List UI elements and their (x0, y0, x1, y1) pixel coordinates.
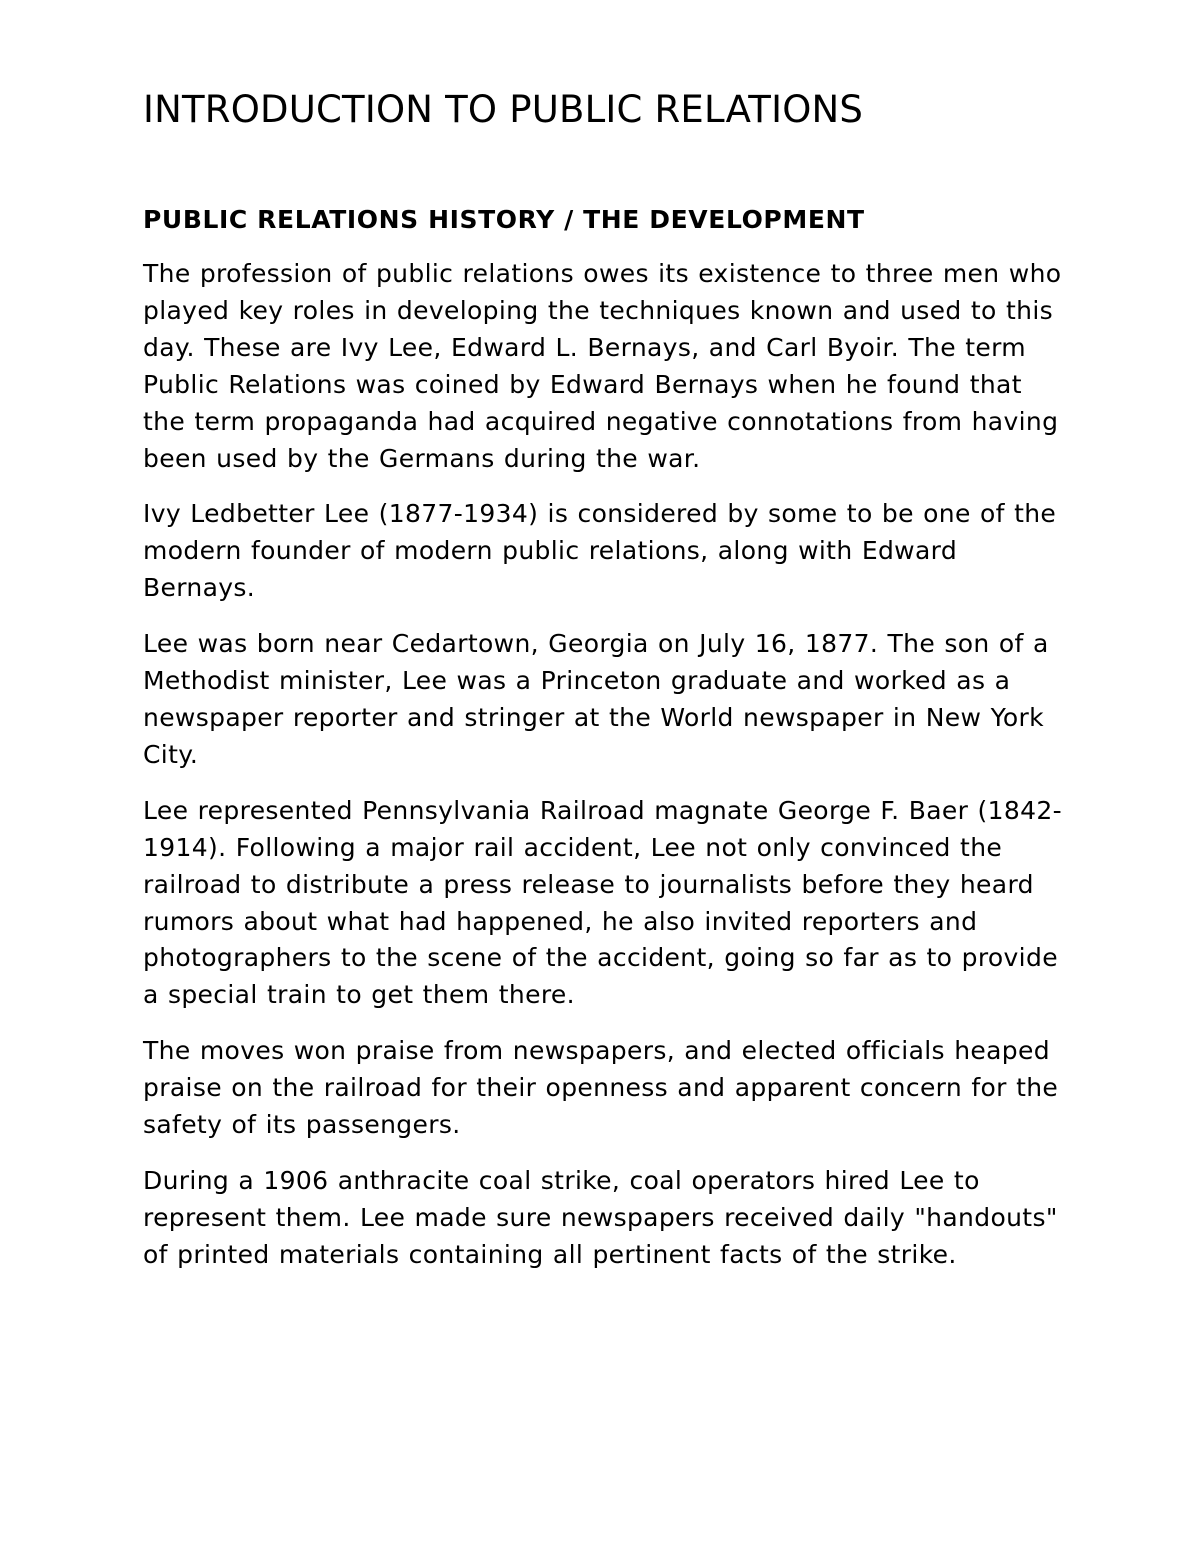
paragraph-profession-origins: The profession of public relations owes its existence to three men who played key roles in developing the techniques known and used to this day. These are Ivy Lee, Edward L. Bernays, and Carl Byoir. The term Public Relations was coined by Edward Bernays when he found that the term propaganda had acquired negative connotations from having been used by the Germans during the war. (143, 259, 1062, 473)
paragraph-lee-biography: Lee was born near Cedartown, Georgia on July 16, 1877. The son of a Methodist minister, Lee was a Princeton graduate and worked as a newspaper reporter and stringer at the World newspaper in New York City. (143, 629, 1049, 769)
section-heading: PUBLIC RELATIONS HISTORY / THE DEVELOPMENT (143, 205, 865, 234)
document-page (143, 0, 1073, 1274)
paragraph-railroad-accident: Lee represented Pennsylvania Railroad magnate George F. Baer (1842-1914). Following a major rail accident, Lee not only convinced the railroad to distribute a press release to journalists before they heard rumors about what had happened, he also invited reporters and photographers to the scene of the accident, going so far as to provide a special train to get them there. (143, 795, 1063, 1010)
paragraph-ivy-lee-intro: Ivy Ledbetter Lee (1877-1934) is considered by some to be one of the modern founder of modern public relations, along with Edward Bernays. (143, 499, 1057, 603)
paragraph-praise: The moves won praise from newspapers, and elected officials heaped praise on the railroad for their openness and apparent concern for the safety of its passengers. (143, 1036, 1059, 1140)
document-title: INTRODUCTION TO PUBLIC RELATIONS (143, 88, 864, 131)
paragraph-coal-strike: During a 1906 anthracite coal strike, coal operators hired Lee to represent them. Lee made sure newspapers received daily "handouts" of printed materials containing all pertinent facts of the strike. (143, 1165, 1058, 1269)
